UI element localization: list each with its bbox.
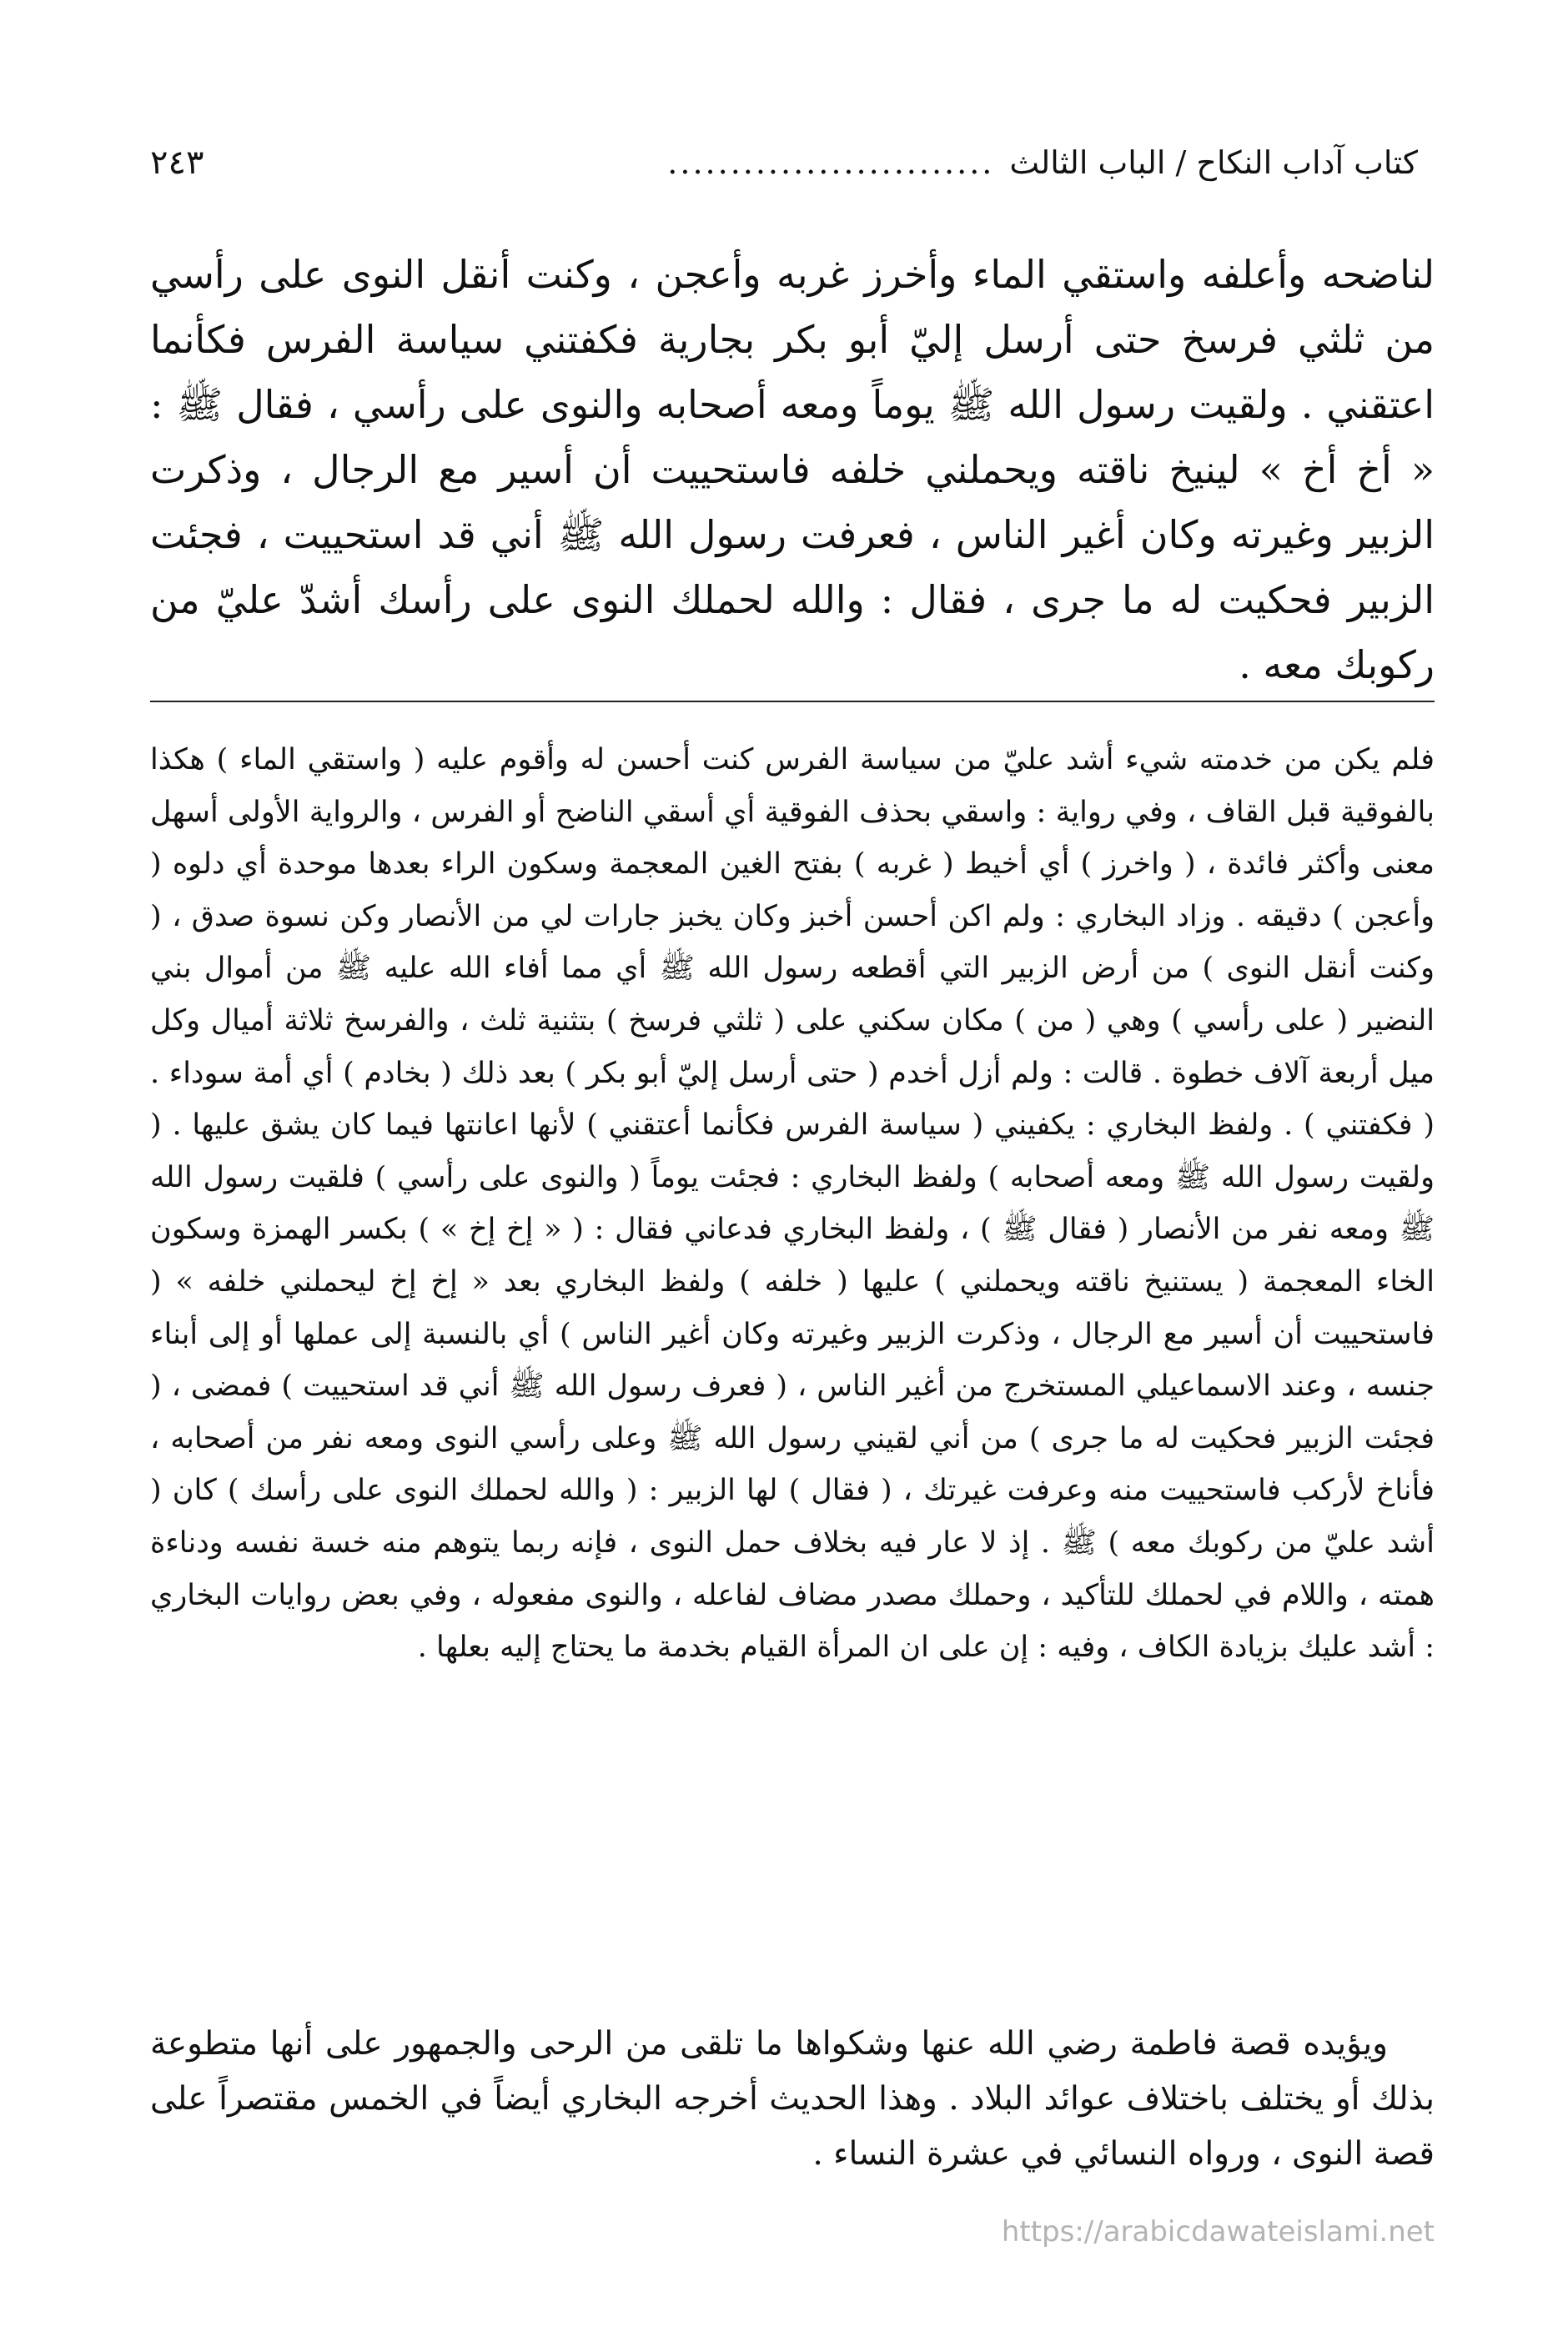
closing-text [150, 2017, 1435, 2182]
main-paragraph: لناضحه وأعلفه واستقي الماء وأخرز غربه وأعجن ، وكنت أنقل النوى على رأسي من ثلثي فرسخ حتى أرسل إليّ أبو بكر بجارية فكفتني سياسة الفرس فكأنما اعتقني . ولقيت رسول الله ﷺ يوماً ومعه أصحابه والنوى على رأسي ، فقال ﷺ : « أخ أخ » لينيخ ناقته ويحملني خلفه فاستحييت أن أسير مع الرجال ، وذكرت الزبير وغيرته وكان أغير الناس ، فعرفت رسول الله ﷺ أني قد استحييت ، فجئت الزبير فحكيت له ما جرى ، فقال : والله لحملك النوى على رأسك أشدّ عليّ من ركوبك معه . [150, 252, 1435, 687]
commentary-paragraph: فلم يكن من خدمته شيء أشد عليّ من سياسة الفرس كنت أحسن له وأقوم عليه ( واستقي الماء ) هكذا بالفوقية قبل القاف ، وفي رواية : واسقي بحذف الفوقية أي أسقي الناضح أو الفرس ، والرواية الأولى أسهل معنى وأكثر فائدة ، ( واخرز ) أي أخيط ( غربه ) بفتح الغين المعجمة وسكون الراء بعدها موحدة أي دلوه ( وأعجن ) دقيقه . وزاد البخاري : ولم اكن أحسن أخبز وكان يخبز جارات لي من الأنصار وكن نسوة صدق ، ( وكنت أنقل النوى ) من أرض الزبير التي أقطعه رسول الله ﷺ أي مما أفاء الله عليه ﷺ من أموال بني النضير ( على رأسي ) وهي ( من ) مكان سكني على ( ثلثي فرسخ ) بتثنية ثلث ، والفرسخ ثلاثة أميال وكل ميل أربعة آلاف خطوة . قالت : ولم أزل أخدم ( حتى أرسل إليّ أبو بكر ) بعد ذلك ( بخادم ) أي أمة سوداء . ( فكفتني ) . ولفظ البخاري : يكفيني ( سياسة الفرس فكأنما أعتقني ) لأنها اعانتها فيما كان يشق عليها . ( ولقيت رسول الله ﷺ ومعه أصحابه ) ولفظ البخاري : فجئت يوماً ( والنوى على رأسي ) فلقيت رسول الله ﷺ ومعه نفر من الأنصار ( فقال ﷺ ) ، ولفظ البخاري فدعاني فقال : ( « إخ إخ » ) بكسر الهمزة وسكون الخاء المعجمة ( يستنيخ ناقته ويحملني ) عليها ( خلفه ) ولفظ البخاري بعد « إخ إخ ليحملني خلفه » ( فاستحييت أن أسير مع الرجال ، وذكرت الزبير وغيرته وكان أغير الناس ) أي بالنسبة إلى عملها أو إلى أبناء جنسه ، وعند الاسماعيلي المستخرج من أغير الناس ، ( فعرف رسول الله ﷺ أني قد استحييت ) فمضى ، ( فجئت الزبير فحكيت له ما جرى ) من أني لقيني رسول الله ﷺ وعلى رأسي النوى ومعه نفر من أصحابه ، فأناخ لأركب فاستحييت منه وعرفت غيرتك ، ( فقال ) لها الزبير : ( والله لحملك النوى على رأسك ) كان ( أشد عليّ من ركوبك معه ) ﷺ . إذ لا عار فيه بخلاف حمل النوى ، فإنه ربما يتوهم منه خسة نفسه ودناءة همته ، واللام في لحملك للتأكيد ، وحملك مصدر مضاف لفاعله ، والنوى مفعوله ، وفي بعض روايات البخاري : أشد عليك بزيادة الكاف ، وفيه : إن على ان المرأة القيام بخدمة ما يحتاج إليه بعلها . [150, 743, 1435, 1665]
footnote-separator [150, 701, 1435, 702]
running-title: كتاب آداب النكاح / الباب الثالث [1009, 144, 1418, 181]
page-header [150, 133, 1418, 192]
dot-leader: .......................... [667, 144, 995, 181]
main-body-text [150, 242, 1435, 697]
page-number: ٢٤٣ [150, 143, 204, 182]
closing-paragraph: ويؤيده قصة فاطمة رضي الله عنها وشكواها ما تلقى من الرحى والجمهور على أنها متطوعة بذلك أو يختلف باختلاف عوائد البلاد . وهذا الحديث أخرجه البخاري أيضاً في الخمس مقتصراً على قصة النوى ، ورواه النسائي في عشرة النساء . [150, 2025, 1435, 2173]
commentary-text [150, 734, 1435, 1674]
watermark-url: https://arabicdawateislami.net [1001, 2215, 1435, 2249]
